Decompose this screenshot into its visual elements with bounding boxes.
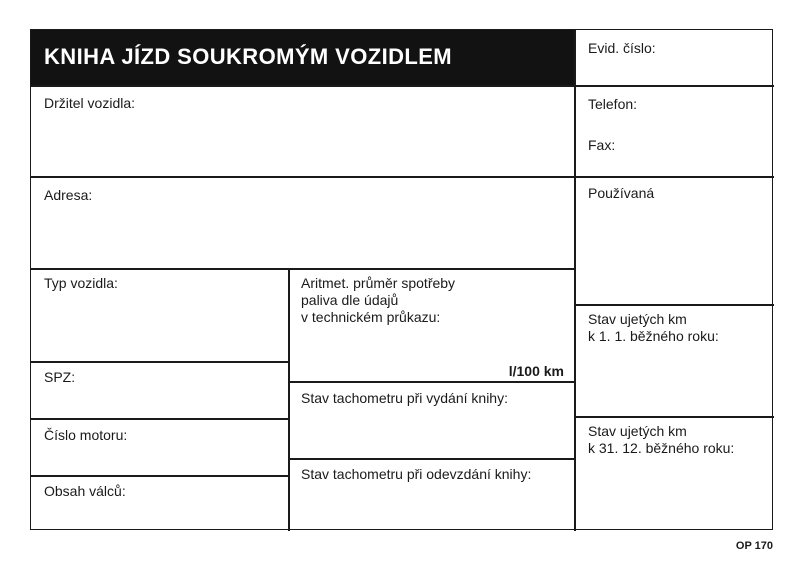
telefon-label: Telefon: <box>588 96 638 112</box>
divider-left-1 <box>31 85 575 87</box>
divider-col2-2 <box>289 458 575 460</box>
spotreba-unit: l/100 km <box>508 363 564 379</box>
tacho-odevzdani-label: Stav tachometru při odevzdání knihy: <box>301 466 532 482</box>
divider-left-3 <box>31 268 575 270</box>
divider-right-1 <box>575 85 774 87</box>
fax-label: Fax: <box>588 137 616 153</box>
typ-vozidla-label: Typ vozidla: <box>44 275 118 291</box>
drzitel-label: Držitel vozidla: <box>44 95 136 111</box>
divider-right-4 <box>575 416 774 418</box>
divider-right-3 <box>575 304 774 306</box>
km-start-label-2: k 1. 1. běžného roku: <box>588 328 719 344</box>
km-end-label-2: k 31. 12. běžného roku: <box>588 440 735 456</box>
divider-col2-1 <box>289 381 575 383</box>
obsah-valcu-label: Obsah válců: <box>44 483 126 499</box>
vehicle-logbook-form <box>30 29 773 530</box>
divider-main-vertical <box>574 30 576 531</box>
spotreba-label-1: Aritmet. průměr spotřeby <box>301 275 456 291</box>
adresa-label: Adresa: <box>44 187 93 203</box>
tacho-vydani-label: Stav tachometru při vydání knihy: <box>301 390 508 406</box>
title-bar <box>31 30 575 85</box>
divider-col1-3 <box>31 475 289 477</box>
spotreba-label-2: paliva dle údajů <box>301 292 399 308</box>
spz-label: SPZ: <box>44 369 76 385</box>
form-title: KNIHA JÍZD SOUKROMÝM VOZIDLEM <box>44 44 453 69</box>
km-end-label-1: Stav ujetých km <box>588 423 687 439</box>
form-code: OP 170 <box>735 540 773 552</box>
spotreba-label-3: v technickém průkazu: <box>301 309 441 325</box>
divider-col1-1 <box>31 361 289 363</box>
divider-col1-2 <box>31 418 289 420</box>
divider-mid-vertical <box>288 268 290 531</box>
divider-left-2 <box>31 176 575 178</box>
evid-cislo-label: Evid. číslo: <box>588 40 656 56</box>
divider-right-2 <box>575 176 774 178</box>
pouzivana-label: Používaná <box>588 185 655 201</box>
cislo-motoru-label: Číslo motoru: <box>44 427 128 443</box>
km-start-label-1: Stav ujetých km <box>588 311 687 327</box>
